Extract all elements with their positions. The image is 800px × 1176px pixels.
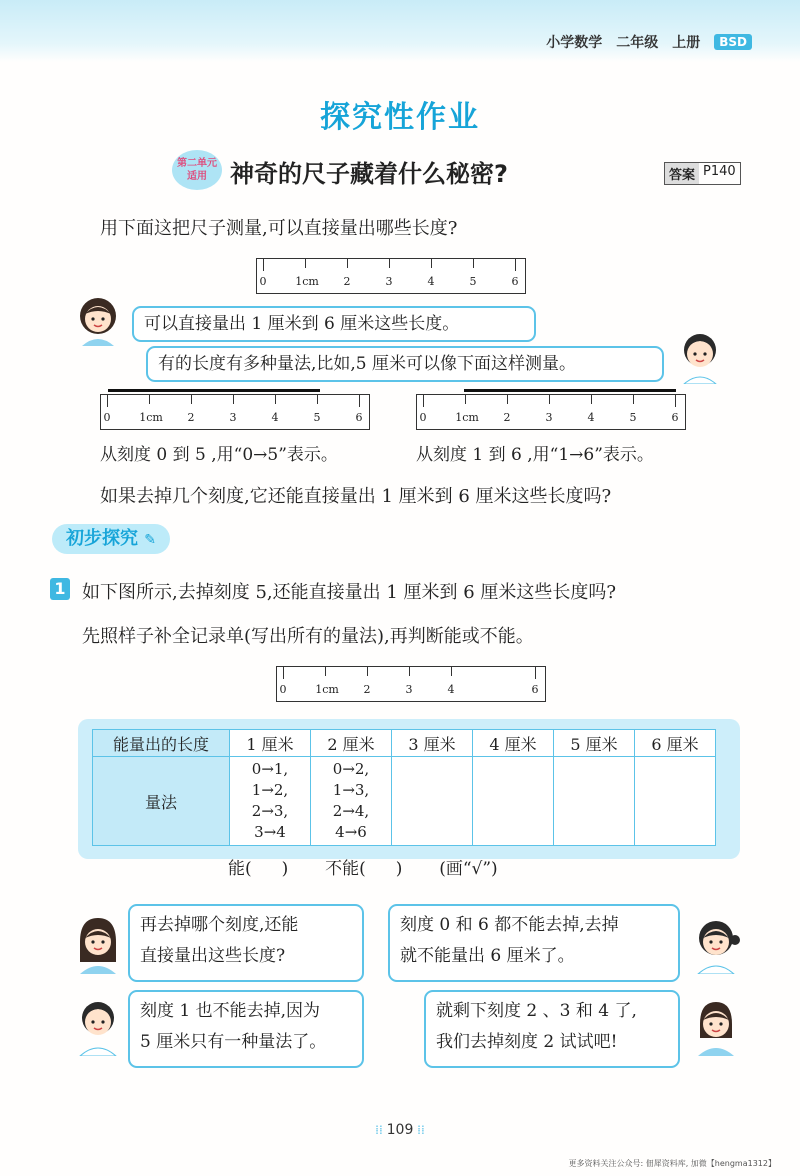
ruler-label-2: 2 xyxy=(503,411,511,424)
boy-avatar xyxy=(672,326,728,384)
judge-can-close: ) xyxy=(281,859,289,879)
ruler-tick xyxy=(275,395,276,404)
method-line: 0→2, xyxy=(332,760,370,778)
ruler-tick xyxy=(317,395,318,404)
ruler-tick xyxy=(633,395,634,404)
unit-badge-line1: 第二单元 xyxy=(177,158,217,169)
header-volume: 上册 xyxy=(672,35,701,51)
caption-0-to-5: 从刻度 0 到 5 ,用“0→5”表示。 xyxy=(100,445,338,465)
header-edition-badge: BSD xyxy=(714,34,752,50)
ruler-label-3: 3 xyxy=(405,683,413,696)
ruler-label-5: 5 xyxy=(629,411,637,424)
dots-icon: ⁞⁞ xyxy=(413,1123,425,1137)
page-number-value: 109 xyxy=(386,1122,414,1138)
unit-badge-line2: 适用 xyxy=(187,171,207,182)
table-header-label: 能量出的长度 xyxy=(93,730,230,757)
boy-avatar xyxy=(70,994,126,1056)
q1-line2: 先照样子补全记录单(写出所有的量法),再判断能或不能。 xyxy=(82,626,534,647)
table-cell-3cm-blank[interactable] xyxy=(392,757,473,846)
answer-label: 答案 xyxy=(665,163,699,184)
ruler-label-3: 3 xyxy=(385,275,393,288)
unit-badge xyxy=(172,150,222,190)
ruler-without-5 xyxy=(276,666,546,702)
table-cell-4cm-blank[interactable] xyxy=(473,757,554,846)
ruler-tick xyxy=(549,395,550,404)
ruler-tick xyxy=(359,395,360,407)
ruler-label-1: 1cm xyxy=(139,411,163,424)
bubble-line: 直接量出这些长度? xyxy=(140,946,286,966)
ruler-label-0: 0 xyxy=(279,683,287,696)
bubble-line: 就剩下刻度 2 、3 和 4 了, xyxy=(436,1001,637,1021)
bubble-line: 刻度 0 和 6 都不能去掉,去掉 xyxy=(400,915,619,935)
ruler-tick xyxy=(389,259,390,268)
table-col-5cm: 5 厘米 xyxy=(554,730,635,757)
method-line: 3→4 xyxy=(254,823,286,841)
intro-question: 用下面这把尺子测量,可以直接量出哪些长度? xyxy=(100,218,458,239)
ruler-tick xyxy=(347,259,348,268)
table-cell-5cm-blank[interactable] xyxy=(554,757,635,846)
ruler-tick xyxy=(423,395,424,407)
ruler-tick xyxy=(367,667,368,676)
ruler-label-2: 2 xyxy=(187,411,195,424)
section-tag-label: 初步探究 xyxy=(66,528,138,549)
ruler-label-1: 1cm xyxy=(455,411,479,424)
ruler-label-6: 6 xyxy=(671,411,679,424)
ruler-label-0: 0 xyxy=(103,411,111,424)
ruler-label-5: 5 xyxy=(469,275,477,288)
q1-line1: 如下图所示,去掉刻度 5,还能直接量出 1 厘米到 6 厘米这些长度吗? xyxy=(82,582,617,603)
ruler-tick xyxy=(591,395,592,404)
table-cell-6cm-blank[interactable] xyxy=(635,757,716,846)
header-subject: 小学数学 xyxy=(546,35,603,51)
ruler-label-6: 6 xyxy=(531,683,539,696)
method-line: 2→3, xyxy=(251,802,289,820)
bubble-line: 我们去掉刻度 2 试试吧! xyxy=(436,1032,618,1052)
section-tag-initial-explore xyxy=(52,524,170,554)
ruler-tick xyxy=(107,395,108,407)
ruler-tick xyxy=(409,667,410,676)
method-line: 0→1, xyxy=(251,760,289,778)
ruler-label-4: 4 xyxy=(427,275,435,288)
method-line: 1→2, xyxy=(251,781,289,799)
ruler-label-1: 1cm xyxy=(315,683,339,696)
ruler-tick xyxy=(263,259,264,271)
bubble-line: 5 厘米只有一种量法了。 xyxy=(140,1032,327,1052)
ruler-tick xyxy=(675,395,676,407)
record-table xyxy=(92,729,716,846)
answer-page: P140 xyxy=(703,164,736,179)
girl-avatar xyxy=(70,912,126,974)
speech-bubble-girl-a xyxy=(128,904,364,982)
ruler-label-2: 2 xyxy=(363,683,371,696)
ruler-tick xyxy=(233,395,234,404)
ruler-tick xyxy=(473,259,474,268)
activity-title: 神奇的尺子藏着什么秘密? xyxy=(230,160,508,188)
ruler-label-4: 4 xyxy=(447,683,455,696)
page-header xyxy=(546,32,752,52)
girl-avatar xyxy=(688,994,744,1056)
record-sheet xyxy=(78,719,740,859)
method-line: 1→3, xyxy=(332,781,370,799)
judge-can-label: 能( xyxy=(228,859,252,879)
measure-line-1-6 xyxy=(464,389,676,392)
table-cell-2cm xyxy=(311,757,392,846)
ruler-label-0: 0 xyxy=(419,411,427,424)
speech-bubble-girl-c xyxy=(424,990,680,1068)
method-line: 4→6 xyxy=(335,823,367,841)
girl-ponytail-avatar xyxy=(688,912,744,974)
ruler-tick xyxy=(451,667,452,676)
table-col-6cm: 6 厘米 xyxy=(635,730,716,757)
ruler-label-2: 2 xyxy=(343,275,351,288)
question-remove-ticks: 如果去掉几个刻度,它还能直接量出 1 厘米到 6 厘米这些长度吗? xyxy=(100,486,612,507)
table-col-2cm: 2 厘米 xyxy=(311,730,392,757)
ruler-label-1: 1cm xyxy=(295,275,319,288)
dots-icon: ⁞⁞ xyxy=(375,1123,387,1137)
ruler-tick xyxy=(507,395,508,404)
ruler-example-1-to-6 xyxy=(416,394,686,430)
method-line: 2→4, xyxy=(332,802,370,820)
bubble-line: 再去掉哪个刻度,还能 xyxy=(140,915,299,935)
judge-row xyxy=(228,854,498,879)
ruler-tick xyxy=(283,667,284,679)
ruler-label-6: 6 xyxy=(511,275,519,288)
ruler-tick xyxy=(191,395,192,404)
ruler-label-3: 3 xyxy=(229,411,237,424)
footer-note: 更多资料关注公众号: 佃犀资料库, 加微【hengma1312】 xyxy=(568,1159,776,1168)
ruler-tick xyxy=(535,667,536,679)
judge-cannot-label: 不能( xyxy=(325,859,366,879)
girl-avatar xyxy=(70,290,126,346)
ruler-tick xyxy=(305,259,306,268)
header-band xyxy=(0,0,800,62)
ruler-tick xyxy=(515,259,516,271)
table-cell-1cm xyxy=(230,757,311,846)
ruler-label-4: 4 xyxy=(587,411,595,424)
header-grade: 二年级 xyxy=(616,35,659,51)
ruler-label-3: 3 xyxy=(545,411,553,424)
ruler-example-0-to-5 xyxy=(100,394,370,430)
speech-bubble-boy-a xyxy=(128,990,364,1068)
question-number-badge: 1 xyxy=(50,578,70,600)
bubble-line: 刻度 1 也不能去掉,因为 xyxy=(140,1001,321,1021)
table-col-3cm: 3 厘米 xyxy=(392,730,473,757)
measure-line-0-5 xyxy=(108,389,320,392)
answer-reference xyxy=(664,162,741,185)
speech-bubble-multiple-ways: 有的长度有多种量法,比如,5 厘米可以像下面这样测量。 xyxy=(146,346,664,382)
ruler-label-5: 5 xyxy=(313,411,321,424)
bubble-line: 就不能量出 6 厘米了。 xyxy=(400,946,575,966)
speech-bubble-direct: 可以直接量出 1 厘米到 6 厘米这些长度。 xyxy=(132,306,536,342)
ruler-tick xyxy=(431,259,432,268)
page-title: 探究性作业 xyxy=(320,100,480,135)
table-row-label: 量法 xyxy=(93,757,230,846)
pencil-icon: ✎ xyxy=(144,532,157,548)
ruler-tick xyxy=(325,667,326,676)
page-number xyxy=(0,1122,800,1138)
ruler-label-0: 0 xyxy=(259,275,267,288)
ruler-tick xyxy=(149,395,150,404)
ruler-label-6: 6 xyxy=(355,411,363,424)
judge-hint: (画“√”) xyxy=(439,859,498,879)
table-col-1cm: 1 厘米 xyxy=(230,730,311,757)
caption-1-to-6: 从刻度 1 到 6 ,用“1→6”表示。 xyxy=(416,445,654,465)
ruler-tick xyxy=(465,395,466,404)
table-col-4cm: 4 厘米 xyxy=(473,730,554,757)
speech-bubble-girl-b xyxy=(388,904,680,982)
ruler-full xyxy=(256,258,526,294)
ruler-label-4: 4 xyxy=(271,411,279,424)
judge-cannot-close: ) xyxy=(395,859,403,879)
